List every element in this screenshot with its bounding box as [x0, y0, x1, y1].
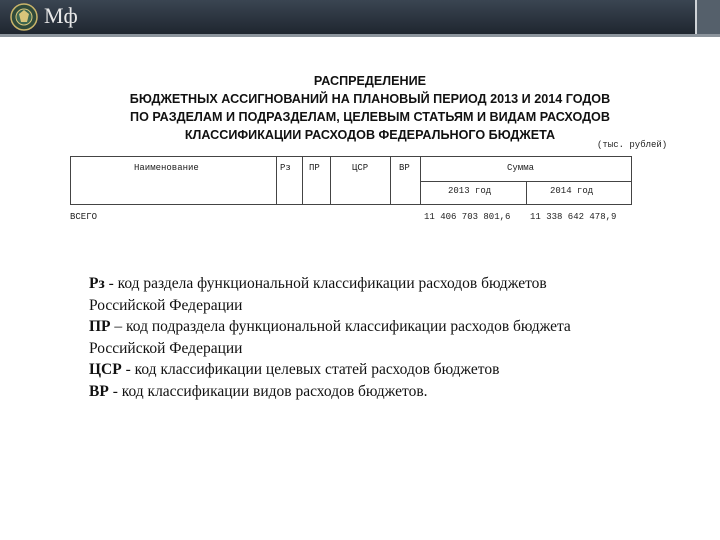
logo-text: Мф: [44, 3, 78, 28]
col-header-name: Наименование: [134, 163, 199, 173]
total-value-2014: 11 338 642 478,9: [530, 212, 617, 222]
legend-code: ЦСР: [89, 361, 122, 378]
table-rule-v: [330, 156, 331, 204]
abbreviation-legend: [89, 273, 689, 402]
legend-code: ВР: [89, 382, 109, 400]
total-row-label: ВСЕГО: [70, 212, 98, 222]
legend-line: [89, 338, 689, 360]
table-rule-v: [631, 156, 632, 204]
table-rule-v: [302, 156, 303, 204]
units-label: (тыс. рублей): [597, 140, 668, 150]
legend-text: – код подраздела функциональной классификации расходов бюджета: [110, 318, 571, 335]
legend-text: - код классификации видов расходов бюджетов.: [108, 382, 428, 400]
top-banner: [0, 0, 720, 34]
legend-text: - код классификации целевых статей расходов бюджетов: [121, 361, 500, 378]
col-header-sum: Сумма: [507, 163, 535, 173]
legend-line: [89, 381, 689, 403]
col-header-2013: 2013 год: [448, 186, 492, 196]
legend-text: Российской Федерации: [89, 339, 243, 357]
table-rule-v: [276, 156, 277, 204]
table-rule-v: [70, 156, 71, 204]
legend-text: Российской Федерации: [89, 296, 243, 314]
total-value-2013: 11 406 703 801,6: [424, 212, 511, 222]
col-header-csr: ЦСР: [352, 163, 369, 173]
banner-corner: [695, 0, 720, 34]
table-rule-v: [420, 156, 421, 204]
table-rule-v: [390, 156, 391, 204]
legend-line: [89, 316, 689, 338]
title-line: РАСПРЕДЕЛЕНИЕ: [313, 74, 427, 88]
title-line: ПО РАЗДЕЛАМ И ПОДРАЗДЕЛАМ, ЦЕЛЕВЫМ СТАТЬЯМ И ВИДАМ РАСХОДОВ: [130, 110, 610, 124]
emblem-icon: [6, 2, 42, 32]
col-header-rz: Рз: [280, 163, 291, 173]
col-header-vr: ВР: [399, 163, 410, 173]
banner-rule: [0, 34, 720, 37]
table-rule-top: [70, 156, 632, 157]
legend-code: Рз: [89, 275, 105, 292]
table-rule-header-bottom: [70, 204, 632, 205]
legend-text: - код раздела функциональной классификации расходов бюджетов: [104, 275, 547, 292]
table-rule-v: [526, 181, 527, 204]
col-header-pr: ПР: [309, 163, 320, 173]
legend-code: ПР: [89, 318, 111, 335]
col-header-2014: 2014 год: [550, 186, 594, 196]
title-line: БЮДЖЕТНЫХ АССИГНОВАНИЙ НА ПЛАНОВЫЙ ПЕРИОД 2013 И 2014 ГОДОВ: [129, 92, 611, 106]
document-title: [90, 72, 650, 144]
budget-table: [70, 153, 632, 222]
legend-line: [89, 273, 689, 295]
title-line: КЛАССИФИКАЦИИ РАСХОДОВ ФЕДЕРАЛЬНОГО БЮДЖЕТА: [184, 128, 556, 142]
legend-line: [89, 359, 689, 381]
legend-line: [89, 295, 689, 317]
